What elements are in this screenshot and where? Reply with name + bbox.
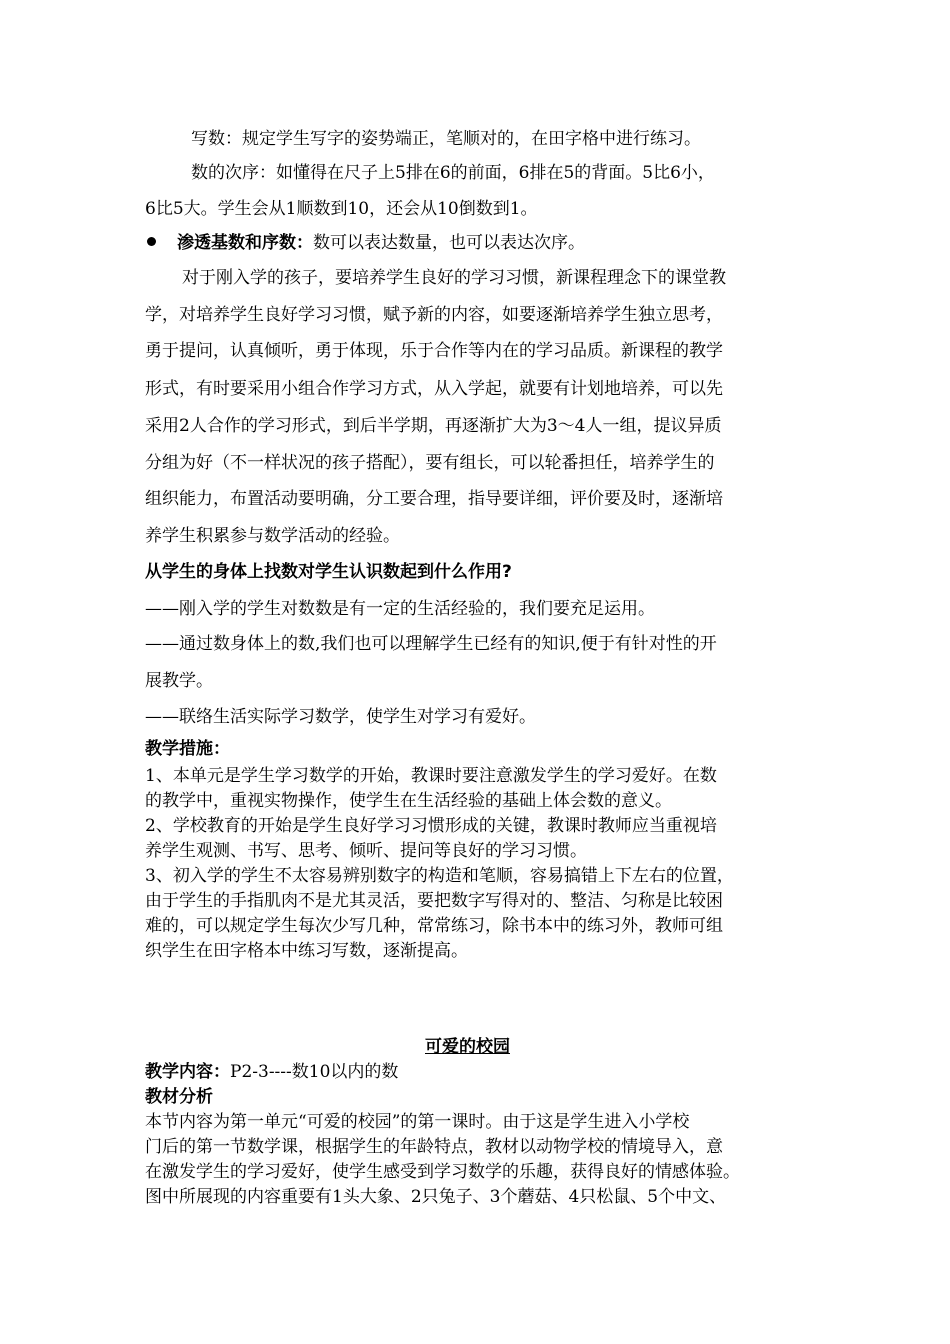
number-order-line-2: 6比5大。学生会从1顺数到10，还会从10倒数到1。 <box>145 199 538 219</box>
paragraph-line: 养学生积累参与数学活动的经验。 <box>145 526 400 546</box>
analysis-line: 在激发学生的学习爱好，使学生感受到学习数学的乐趣，获得良好的情感体验。 <box>145 1162 740 1182</box>
measures-line: 由于学生的手指肌肉不是尤其灵活，要把数字写得对的、整洁、匀称是比较困 <box>145 891 723 911</box>
bullet-bold-label: 渗透基数和序数： <box>177 233 313 253</box>
paragraph-line: 形式，有时要采用小组合作学习方式，从入学起，就要有计划地培养，可以先 <box>145 379 723 399</box>
answer-line: ——联络生活实际学习数学，使学生对学习有爱好。 <box>145 707 536 727</box>
analysis-line: 本节内容为第一单元“可爱的校园”的第一课时。由于这是学生进入小学校 <box>145 1112 690 1132</box>
analysis-line: 图中所展现的内容重要有1头大象、2只兔子、3个蘑菇、4只松鼠、5个中文、 <box>145 1187 727 1207</box>
content-label: 教学内容： <box>145 1062 230 1082</box>
measures-line: 3、初入学的学生不太容易辨别数字的构造和笔顺，容易搞错上下左右的位置， <box>145 866 734 886</box>
measures-line: 织学生在田字格本中练习写数，逐渐提高。 <box>145 941 468 961</box>
measures-line: 的教学中，重视实物操作，使学生在生活经验的基础上体会数的意义。 <box>145 791 672 811</box>
measures-heading: 教学措施： <box>145 739 230 759</box>
lesson-title: 可爱的校园 <box>425 1037 510 1057</box>
paragraph-line: 采用2人合作的学习形式，到后半学期，再逐渐扩大为3～4人一组，提议异质 <box>145 416 722 436</box>
number-order-line-1: 数的次序：如懂得在尺子上5排在6的前面，6排在5的背面。5比6小， <box>191 163 715 183</box>
answer-line: ——通过数身体上的数,我们也可以理解学生已经有的知识,便于有针对性的开 <box>145 634 717 654</box>
question-heading: 从学生的身体上找数对学生认识数起到什么作用? <box>145 562 512 582</box>
paragraph-line: 学，对培养学生良好学习习惯，赋予新的内容，如要逐渐培养学生独立思考， <box>145 305 723 325</box>
answer-line: 展教学。 <box>145 671 213 691</box>
bullet-text: 数可以表达数量，也可以表达次序。 <box>313 233 585 253</box>
answer-line: ——刚入学的学生对数数是有一定的生活经验的，我们要充足运用。 <box>145 599 655 619</box>
write-numbers-line: 写数：规定学生写字的姿势端正，笔顺对的，在田字格中进行练习。 <box>191 129 701 149</box>
bullet-item <box>177 232 585 254</box>
measures-line: 2、学校教育的开始是学生良好学习习惯形成的关键，教课时教师应当重视培 <box>145 816 717 836</box>
paragraph-line: 分组为好（不一样状况的孩子搭配），要有组长，可以轮番担任，培养学生的 <box>145 453 715 473</box>
measures-line: 1、本单元是学生学习数学的开始，教课时要注意激发学生的学习爱好。在数 <box>145 766 717 786</box>
bullet-icon <box>147 237 156 246</box>
analysis-heading: 教材分析 <box>145 1087 213 1107</box>
measures-line: 养学生观测、书写、思考、倾听、提问等良好的学习习惯。 <box>145 841 587 861</box>
paragraph-line: 勇于提问，认真倾听，勇于体现，乐于合作等内在的学习品质。新课程的教学 <box>145 341 723 361</box>
teaching-content <box>145 1061 398 1083</box>
paragraph-line: 对于刚入学的孩子，要培养学生良好的学习习惯，新课程理念下的课堂教 <box>182 268 726 288</box>
measures-line: 难的，可以规定学生每次少写几种，常常练习，除书本中的练习外，教师可组 <box>145 916 723 936</box>
analysis-line: 门后的第一节数学课，根据学生的年龄特点，教材以动物学校的情境导入，意 <box>145 1137 723 1157</box>
paragraph-line: 组织能力，布置活动要明确，分工要合理，指导要详细，评价要及时，逐渐培 <box>145 489 723 509</box>
content-value: P2-3----数10以内的数 <box>230 1062 399 1082</box>
